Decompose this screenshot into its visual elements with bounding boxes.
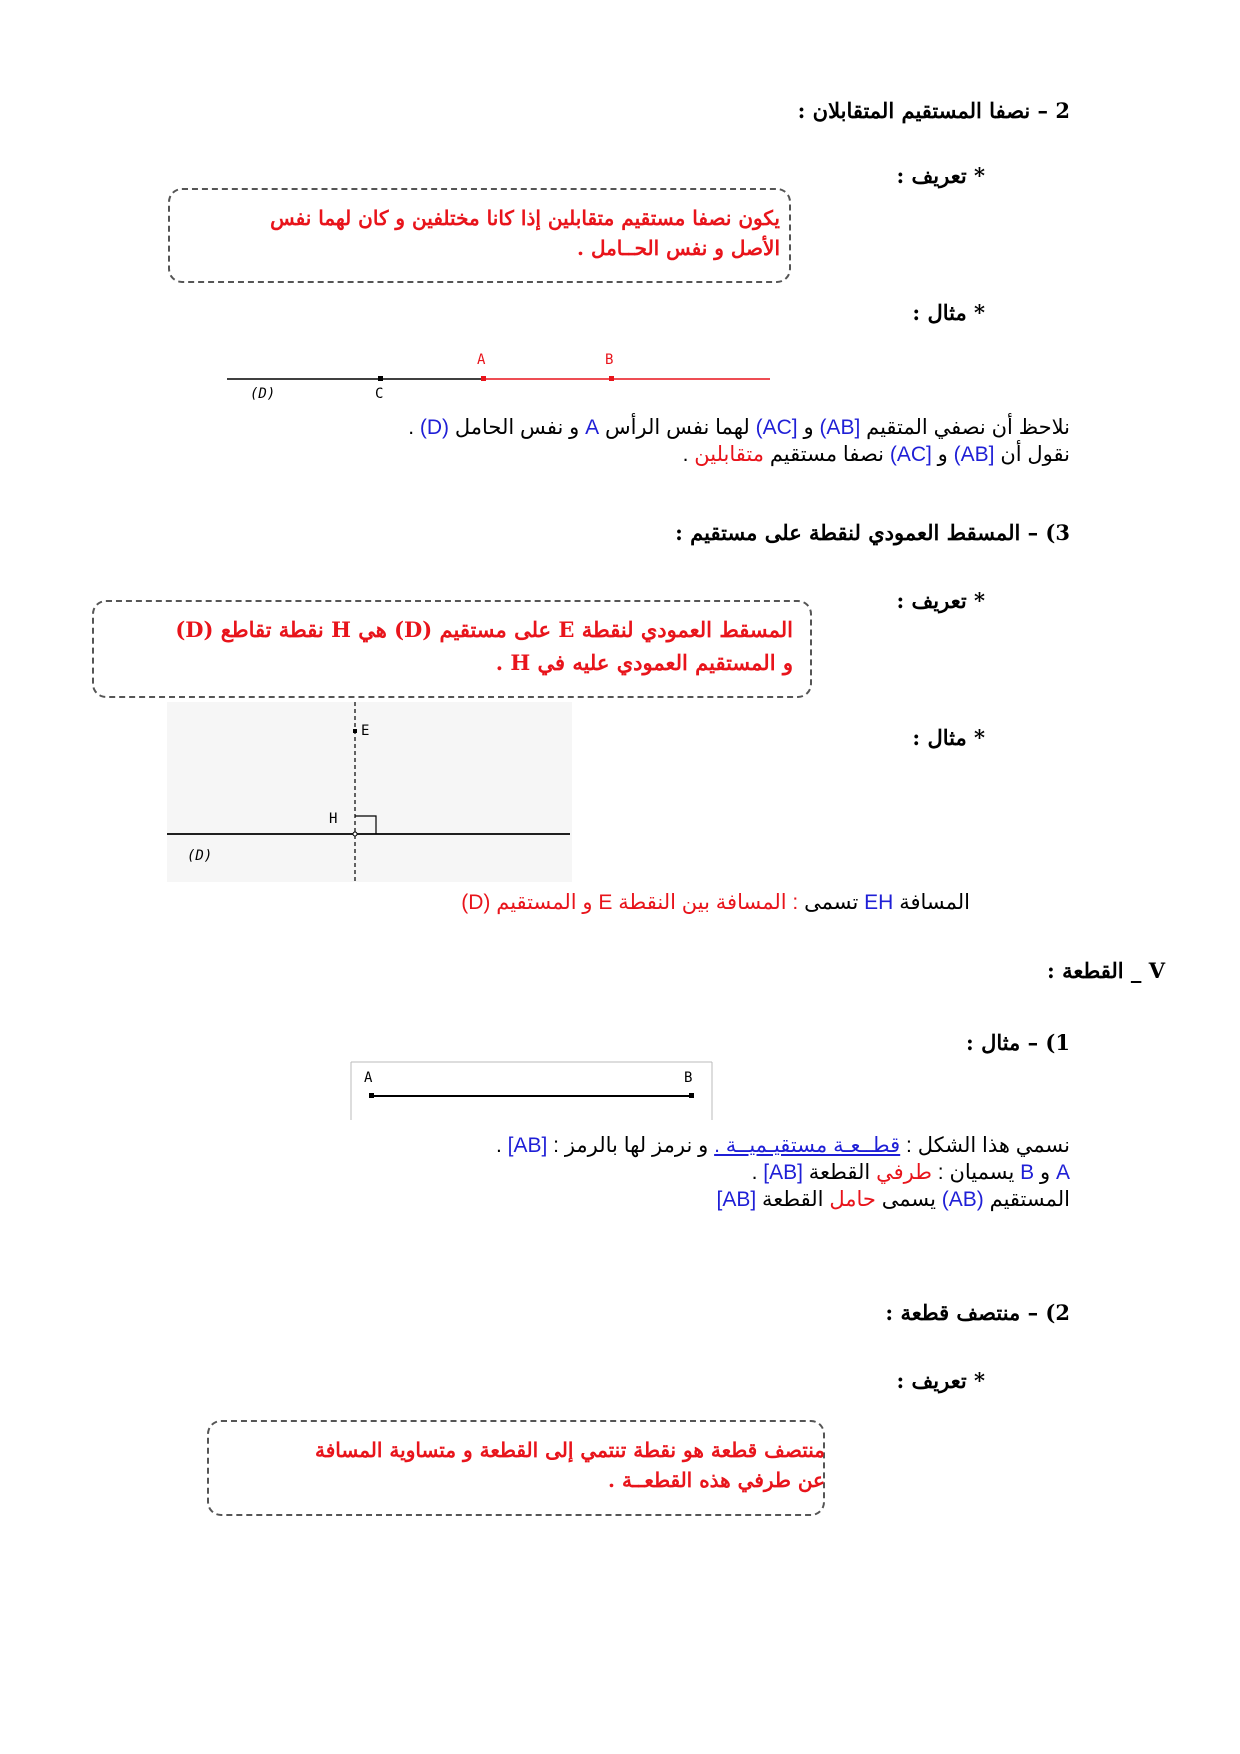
point-b-ref: B bbox=[1020, 1161, 1035, 1184]
definition-label: * تعريف : bbox=[896, 588, 985, 613]
point-a bbox=[481, 376, 486, 381]
ray-ac: (AC] bbox=[889, 443, 932, 466]
endpoints-word: طرفي bbox=[876, 1161, 932, 1184]
segment-symbol: [AB] bbox=[763, 1161, 803, 1184]
point-e bbox=[353, 729, 357, 733]
definition-label: * تعريف : bbox=[896, 1368, 985, 1393]
text-fragment: و نرمز لها بالرمز : bbox=[547, 1134, 715, 1157]
text-fragment: يسميان : bbox=[931, 1161, 1021, 1184]
segment-naming-line bbox=[496, 1133, 1070, 1158]
text-fragment: القطعة bbox=[756, 1188, 830, 1211]
text-fragment: . bbox=[495, 1134, 508, 1157]
text-fragment: تسمى bbox=[798, 891, 865, 914]
definition-text-line-1: يكون نصفا مستقيم متقابلين إذا كانا مختلفين و كان لهما نفس bbox=[270, 206, 780, 230]
line-d-ref: (D) bbox=[419, 416, 450, 439]
text-fragment: يسمى bbox=[875, 1188, 942, 1211]
text-fragment: و bbox=[797, 416, 820, 439]
text-fragment: نلاحظ أن نصفي المتقيم bbox=[860, 416, 1070, 439]
ray-ab: (AB] bbox=[953, 443, 995, 466]
distance-note bbox=[461, 890, 970, 915]
opposite-rays-figure bbox=[225, 340, 785, 400]
point-h bbox=[353, 832, 357, 836]
section-v-title: V _ القطعة : bbox=[1047, 958, 1165, 983]
definition-text-line-1: المسقط العمودي لنقطة E على مستقيم (D) هي H نقطة تقاطع (D) bbox=[175, 617, 793, 642]
text-fragment: نسمي هذا الشكل : bbox=[900, 1134, 1070, 1157]
midpoint-subtitle: 2) – منتصف قطعة : bbox=[885, 1300, 1070, 1325]
point-b-label: B bbox=[605, 352, 614, 368]
line-d-label: (D) bbox=[250, 386, 276, 400]
point-a-label: A bbox=[364, 1070, 373, 1086]
ray-ac: (AC] bbox=[755, 416, 798, 439]
text-fragment: القطعة bbox=[802, 1161, 877, 1184]
point-b bbox=[689, 1093, 694, 1098]
figure-background bbox=[167, 702, 572, 882]
text-fragment: . bbox=[751, 1161, 764, 1184]
text-fragment: و bbox=[931, 443, 954, 466]
text-fragment: . bbox=[408, 416, 420, 439]
line-d-label: (D) bbox=[187, 848, 213, 864]
text-fragment: المسافة bbox=[893, 891, 970, 914]
definition-text-line-2: عن طرفي هذه القطعــة . bbox=[608, 1468, 825, 1492]
segment-figure bbox=[350, 1060, 715, 1122]
point-a-ref: A bbox=[1055, 1161, 1070, 1184]
example-label: * مثال : bbox=[912, 725, 985, 750]
orthogonal-projection-figure bbox=[165, 700, 575, 885]
text-fragment: و نفس الحامل bbox=[449, 416, 586, 439]
text-fragment: المستقيم bbox=[983, 1188, 1070, 1211]
text-fragment: لهما نفس الرأس bbox=[599, 416, 756, 439]
definition-text-line-1: منتصف قطعة هو نقطة تنتمي إلى القطعة و متساوية المسافة bbox=[315, 1438, 825, 1462]
point-a bbox=[369, 1093, 374, 1098]
segment-term: قطــعـة مستقيـميــة . bbox=[714, 1134, 901, 1157]
definition-label: * تعريف : bbox=[896, 163, 985, 188]
observation-line-2 bbox=[683, 442, 1070, 467]
section-3-title: 3) – المسقط العمودي لنقطة على مستقيم : bbox=[675, 520, 1070, 545]
point-h-label: H bbox=[329, 811, 338, 827]
segment-symbol: [AB] bbox=[507, 1134, 548, 1157]
section-2-title: 2 – نصفا المستقيم المتقابلان : bbox=[797, 98, 1070, 123]
support-line bbox=[716, 1187, 1070, 1212]
example-subtitle: 1) – مثال : bbox=[966, 1030, 1070, 1055]
point-a-label: A bbox=[477, 352, 486, 368]
example-label: * مثال : bbox=[912, 300, 985, 325]
definition-text-line-2: الأصل و نفس الحــامل . bbox=[577, 236, 780, 260]
text-fragment: نصفا مستقيم bbox=[764, 443, 890, 466]
segment-symbol: [AB] bbox=[716, 1188, 757, 1211]
point-e-label: E bbox=[361, 723, 370, 739]
text-fragment: . bbox=[682, 443, 695, 466]
point-a-ref: A bbox=[585, 416, 600, 439]
endpoints-line bbox=[752, 1160, 1070, 1185]
point-b-label: B bbox=[684, 1070, 693, 1086]
point-c bbox=[378, 376, 383, 381]
support-word: حامل bbox=[829, 1188, 876, 1211]
line-ab-ref: (AB) bbox=[941, 1188, 984, 1211]
point-b bbox=[609, 376, 614, 381]
text-fragment: و bbox=[1034, 1161, 1056, 1184]
observation-line-1 bbox=[408, 415, 1070, 440]
point-c-label: C bbox=[375, 386, 384, 400]
distance-definition: : المسافة بين النقطة E و المستقيم (D) bbox=[461, 891, 799, 914]
ray-ab: (AB] bbox=[819, 416, 861, 439]
definition-text-line-2: و المستقيم العمودي عليه في H . bbox=[495, 650, 793, 675]
opposite-word: متقابلين bbox=[694, 443, 764, 466]
segment-eh: EH bbox=[864, 891, 894, 914]
text-fragment: نقول أن bbox=[994, 443, 1070, 466]
